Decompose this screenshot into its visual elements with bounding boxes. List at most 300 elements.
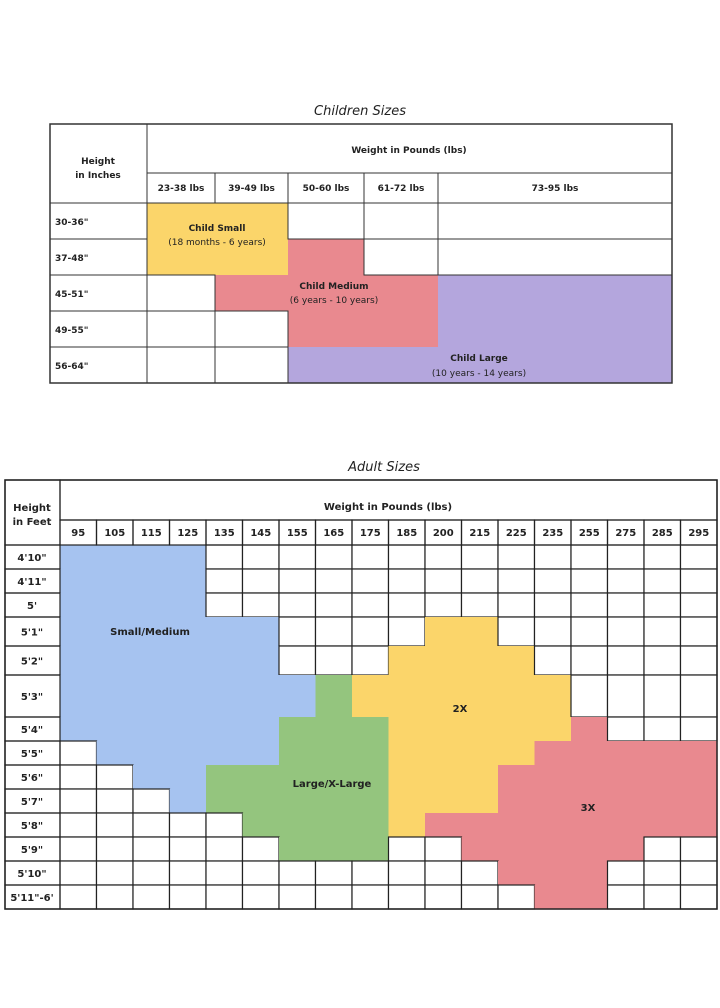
adult-size-label: 3X: [580, 803, 596, 814]
height-row-label: 5'2": [20, 656, 44, 668]
grid-cell: [316, 593, 353, 617]
size-fill-cell: [170, 569, 207, 594]
grid-cell: [425, 569, 462, 593]
size-fill-cell: [535, 789, 572, 814]
grid-cell: [644, 569, 681, 593]
grid-cell: [389, 885, 426, 909]
child-size-label: Child Large: [450, 354, 508, 364]
size-fill-cell: [133, 545, 170, 570]
grid-cell: [389, 593, 426, 617]
grid-cell: [316, 861, 353, 885]
size-fill-cell: [644, 741, 681, 766]
grid-cell: [206, 545, 243, 569]
height-row-label: 30-36": [55, 218, 89, 228]
grid-cell: [425, 593, 462, 617]
adult-sizes-title: Adult Sizes: [348, 460, 420, 475]
grid-cell: [170, 837, 207, 861]
grid-cell: [644, 675, 681, 717]
size-fill-cell: [535, 675, 572, 718]
size-fill-cell: [462, 646, 499, 676]
grid-cell: [60, 741, 97, 765]
grid-cell: [425, 885, 462, 909]
grid-cell: [644, 617, 681, 646]
grid-cell: [462, 861, 499, 885]
size-fill-cell: [60, 717, 97, 742]
size-fill-cell: [243, 813, 280, 838]
size-fill-cell: [425, 789, 462, 814]
grid-cell: [462, 593, 499, 617]
size-fill-cell: [498, 765, 535, 790]
grid-cell: [389, 861, 426, 885]
size-fill-cell: [206, 617, 243, 647]
height-row-label: 5'4": [20, 725, 44, 736]
size-fill-cell: [389, 646, 426, 676]
weight-col-label: 295: [688, 528, 710, 539]
size-fill-cell: [60, 545, 97, 570]
weight-col-label: 145: [250, 528, 272, 539]
grid-cell: [681, 717, 718, 741]
size-fill-cell: [133, 765, 170, 790]
height-row-label: 5'3": [20, 692, 44, 703]
grid-cell: [571, 545, 608, 569]
size-fill-cell: [425, 813, 462, 838]
size-fill-cell: [571, 717, 608, 742]
grid-cell: [608, 885, 645, 909]
weight-col-label: 95: [71, 528, 86, 539]
grid-cell: [644, 885, 681, 909]
weight-col-label: 215: [469, 528, 491, 539]
grid-cell: [681, 885, 718, 909]
height-row-label: 4'11": [17, 577, 47, 588]
grid-cell: [206, 569, 243, 593]
grid-cell: [97, 813, 134, 837]
height-row-label: 37-48": [55, 254, 89, 264]
size-fill-cell: [571, 861, 608, 886]
grid-cell: [352, 617, 389, 646]
size-fill-cell: [498, 813, 535, 838]
weight-col-label: 73-95 lbs: [531, 184, 579, 194]
size-fill-cell: [60, 617, 97, 647]
grid-cell: [462, 569, 499, 593]
size-fill-cell: [535, 837, 572, 862]
grid-cell: [644, 837, 681, 861]
grid-cell: [133, 885, 170, 909]
grid-cell: [352, 569, 389, 593]
weight-col-label: 200: [432, 528, 454, 539]
size-fill-cell: [97, 717, 134, 742]
size-fill-cell: [389, 717, 426, 742]
size-fill-cell: [60, 593, 97, 618]
size-fill-cell: [60, 646, 97, 676]
size-fill-cell: [170, 593, 207, 618]
size-fill-cell: [498, 741, 535, 766]
grid-cell: [133, 789, 170, 813]
height-row-label: 45-51": [55, 290, 89, 300]
children-sizes-title: Children Sizes: [314, 104, 406, 119]
grid-cell: [571, 675, 608, 717]
grid-cell: [535, 569, 572, 593]
grid-cell: [352, 861, 389, 885]
weight-col-label: 105: [104, 528, 126, 539]
grid-cell: [170, 885, 207, 909]
height-header-line1: Height: [13, 503, 51, 514]
size-fill-cell: [535, 813, 572, 838]
grid-cell: [60, 861, 97, 885]
size-fill-cell: [243, 765, 280, 790]
grid-cell: [279, 617, 316, 646]
size-fill-cell: [170, 646, 207, 676]
grid-cell: [206, 813, 243, 837]
size-fill-cell: [389, 741, 426, 766]
grid-cell: [571, 617, 608, 646]
grid-cell: [279, 885, 316, 909]
weight-col-label: 50-60 lbs: [302, 184, 350, 194]
size-fill-cell: [425, 646, 462, 676]
height-row-label: 5'9": [20, 845, 44, 856]
weight-col-label: 175: [359, 528, 381, 539]
size-fill-cell: [608, 813, 645, 838]
size-fill-cell: [462, 813, 499, 838]
weight-col-label: 165: [323, 528, 345, 539]
size-fill-cell: [644, 789, 681, 814]
height-row-label: 5': [26, 601, 38, 612]
size-fill-cell: [243, 646, 280, 676]
grid-cell: [389, 837, 426, 861]
grid-cell: [316, 545, 353, 569]
size-fill-cell: [97, 675, 134, 718]
size-fill-cell: [352, 675, 389, 718]
size-fill-cell: [60, 569, 97, 594]
grid-cell: [243, 861, 280, 885]
size-fill-cell: [170, 675, 207, 718]
size-fill-cell: [608, 837, 645, 862]
weight-col-label: 185: [396, 528, 418, 539]
size-fill-cell: [681, 789, 718, 814]
grid-cell: [498, 545, 535, 569]
grid-cell: [206, 861, 243, 885]
size-fill-cell: [133, 675, 170, 718]
grid-cell: [535, 646, 572, 675]
weight-col-label: 255: [578, 528, 600, 539]
size-fill-cell: [498, 861, 535, 886]
size-fill-cell: [243, 789, 280, 814]
grid-cell: [316, 885, 353, 909]
grid-cell: [644, 646, 681, 675]
child-size-range: (6 years - 10 years): [289, 296, 379, 306]
grid-cell: [206, 885, 243, 909]
size-fill-cell: [535, 861, 572, 886]
adult-size-label: Small/Medium: [110, 627, 190, 638]
weight-col-label: 61-72 lbs: [377, 184, 425, 194]
weight-col-label: 39-49 lbs: [228, 184, 275, 194]
grid-cell: [60, 885, 97, 909]
size-fill-cell: [279, 837, 316, 862]
grid-cell: [97, 837, 134, 861]
grid-cell: [60, 837, 97, 861]
grid-cell: [352, 593, 389, 617]
child-size-label: Child Medium: [299, 282, 369, 292]
grid-cell: [608, 593, 645, 617]
grid-cell: [170, 813, 207, 837]
height-row-label: 5'5": [20, 749, 44, 760]
grid-cell: [535, 593, 572, 617]
grid-cell: [462, 885, 499, 909]
weight-col-label: 225: [505, 528, 527, 539]
grid-cell: [608, 646, 645, 675]
size-fill-cell: [133, 593, 170, 618]
size-fill-cell: [498, 675, 535, 718]
weight-col-label: 155: [286, 528, 308, 539]
height-row-label: 5'11"-6': [10, 893, 54, 904]
grid-cell: [97, 765, 134, 789]
grid-cell: [571, 593, 608, 617]
grid-cell: [60, 789, 97, 813]
size-fill-cell: [97, 593, 134, 618]
size-fill-cell: [644, 813, 681, 838]
size-fill-cell: [425, 741, 462, 766]
grid-cell: [279, 593, 316, 617]
size-fill-cell: [608, 765, 645, 790]
size-fill-cell: [571, 885, 608, 910]
size-fill-cell: [279, 789, 316, 814]
size-fill-cell: [389, 765, 426, 790]
grid-cell: [681, 861, 718, 885]
grid-cell: [133, 813, 170, 837]
grid-cell: [316, 646, 353, 675]
size-fill-cell: [608, 789, 645, 814]
size-fill-cell: [498, 717, 535, 742]
size-fill-cell: [352, 837, 389, 862]
height-header-line1: Height: [81, 157, 115, 167]
size-fill-cell: [206, 741, 243, 766]
grid-cell: [608, 569, 645, 593]
grid-cell: [389, 617, 426, 646]
size-fill-cell: [170, 765, 207, 790]
size-fill-cell: [279, 741, 316, 766]
grid-cell: [644, 545, 681, 569]
size-fill-cell: [279, 813, 316, 838]
size-fill-cell: [389, 813, 426, 838]
grid-cell: [316, 569, 353, 593]
size-fill-cell: [535, 885, 572, 910]
grid-cell: [571, 646, 608, 675]
size-fill-cell: [644, 765, 681, 790]
size-fill-cell: [206, 646, 243, 676]
size-fill-cell: [681, 741, 718, 766]
grid-cell: [243, 545, 280, 569]
size-fill-cell: [316, 837, 353, 862]
grid-cell: [243, 569, 280, 593]
size-fill-cell: [352, 789, 389, 814]
grid-cell: [681, 569, 718, 593]
size-fill-cell: [170, 741, 207, 766]
weight-col-label: 235: [542, 528, 564, 539]
size-fill-cell: [352, 813, 389, 838]
adult-size-label: Large/X-Large: [292, 779, 372, 790]
grid-cell: [681, 545, 718, 569]
weight-col-label: 23-38 lbs: [157, 184, 205, 194]
height-row-label: 5'7": [20, 797, 44, 808]
height-row-label: 5'6": [20, 773, 44, 784]
size-fill-cell: [97, 545, 134, 570]
size-fill-cell: [243, 741, 280, 766]
height-row-label: 5'10": [17, 869, 47, 880]
size-fill-cell: [571, 765, 608, 790]
grid-cell: [243, 593, 280, 617]
grid-cell: [243, 885, 280, 909]
grid-cell: [498, 593, 535, 617]
weight-col-label: 275: [615, 528, 637, 539]
height-row-label: 56-64": [55, 362, 89, 372]
size-fill-cell: [608, 741, 645, 766]
size-fill-cell: [316, 675, 353, 718]
size-fill-cell: [462, 789, 499, 814]
grid-cell: [170, 861, 207, 885]
size-fill-cell: [133, 646, 170, 676]
height-header-line2: in Inches: [75, 171, 121, 181]
size-fill-cell: [425, 717, 462, 742]
size-fill-cell: [97, 646, 134, 676]
grid-cell: [279, 861, 316, 885]
grid-cell: [681, 837, 718, 861]
size-fill-cell: [243, 617, 280, 647]
grid-cell: [316, 617, 353, 646]
size-fill-cell: [462, 765, 499, 790]
size-fill-cell: [498, 646, 535, 676]
size-fill-cell: [133, 741, 170, 766]
weight-header-cell: [60, 480, 717, 520]
size-fill-cell: [352, 741, 389, 766]
size-fill-cell: [279, 717, 316, 742]
size-fill-cell: [316, 741, 353, 766]
grid-cell: [352, 545, 389, 569]
grid-cell: [60, 765, 97, 789]
grid-cell: [133, 837, 170, 861]
size-fill-cell: [97, 741, 134, 766]
size-fill-cell: [97, 569, 134, 594]
grid-cell: [535, 617, 572, 646]
grid-cell: [681, 646, 718, 675]
grid-cell: [644, 861, 681, 885]
grid-cell: [97, 885, 134, 909]
size-fill-cell: [206, 765, 243, 790]
grid-cell: [243, 837, 280, 861]
grid-cell: [206, 837, 243, 861]
weight-header: Weight in Pounds (lbs): [323, 502, 453, 513]
grid-cell: [279, 646, 316, 675]
child-size-range: (10 years - 14 years): [431, 369, 527, 379]
grid-cell: [60, 813, 97, 837]
size-fill-cell: [498, 837, 535, 862]
size-fill-cell: [681, 813, 718, 838]
size-fill-cell: [535, 765, 572, 790]
size-fill-cell: [206, 789, 243, 814]
grid-cell: [425, 837, 462, 861]
grid-cell: [389, 545, 426, 569]
grid-cell: [206, 593, 243, 617]
weight-col-label: 285: [651, 528, 673, 539]
size-fill-cell: [462, 617, 499, 647]
grid-cell: [133, 861, 170, 885]
size-fill-cell: [462, 837, 499, 862]
weight-col-label: 115: [140, 528, 162, 539]
grid-cell: [352, 885, 389, 909]
height-row-label: 5'1": [20, 627, 44, 639]
size-fill-cell: [316, 813, 353, 838]
weight-header: Weight in Pounds (lbs): [351, 146, 467, 156]
size-fill-cell: [425, 765, 462, 790]
grid-cell: [681, 675, 718, 717]
size-fill-cell: [170, 717, 207, 742]
grid-cell: [608, 861, 645, 885]
grid-cell: [608, 545, 645, 569]
size-fill-cell: [243, 675, 280, 718]
size-fill-cell: [571, 837, 608, 862]
grid-cell: [535, 545, 572, 569]
grid-cell: [97, 861, 134, 885]
grid-cell: [498, 569, 535, 593]
grid-cell: [425, 861, 462, 885]
grid-cell: [425, 545, 462, 569]
grid-cell: [279, 545, 316, 569]
grid-cell: [644, 593, 681, 617]
size-fill-cell: [389, 675, 426, 718]
weight-col-label: 135: [213, 528, 235, 539]
child-size-label: Child Small: [188, 224, 246, 234]
size-fill-cell: [571, 741, 608, 766]
size-fill-cell: [571, 813, 608, 838]
grid-cell: [352, 646, 389, 675]
grid-cell: [279, 569, 316, 593]
height-row-label: 49-55": [55, 326, 89, 336]
size-fill-cell: [498, 789, 535, 814]
grid-cell: [608, 617, 645, 646]
grid-cell: [97, 789, 134, 813]
size-fill-cell: [316, 717, 353, 742]
grid-cell: [498, 885, 535, 909]
size-fill-cell: [206, 717, 243, 742]
size-fill-cell: [243, 717, 280, 742]
grid-cell: [389, 569, 426, 593]
size-fill-cell: [389, 789, 426, 814]
grid-cell: [462, 545, 499, 569]
size-fill-cell: [206, 675, 243, 718]
size-fill-cell: [462, 717, 499, 742]
size-fill-cell: [133, 717, 170, 742]
child-size-range: (18 months - 6 years): [168, 238, 266, 248]
height-row-label: 4'10": [17, 553, 47, 564]
size-fill-cell: [535, 741, 572, 766]
size-fill-cell: [170, 545, 207, 570]
grid-cell: [681, 593, 718, 617]
grid-cell: [608, 675, 645, 717]
grid-cell: [608, 717, 645, 741]
size-fill-cell: [170, 789, 207, 814]
weight-col-label: 125: [177, 528, 199, 539]
size-fill-cell: [681, 765, 718, 790]
size-fill-cell: [425, 617, 462, 647]
grid-cell: [681, 617, 718, 646]
grid-cell: [571, 569, 608, 593]
size-fill-cell: [462, 741, 499, 766]
size-fill-cell: [279, 675, 316, 718]
grid-cell: [644, 717, 681, 741]
size-fill-cell: [535, 717, 572, 742]
height-header-line2: in Feet: [12, 517, 52, 528]
height-row-label: 5'8": [20, 821, 44, 832]
size-fill-cell: [133, 569, 170, 594]
adult-size-label: 2X: [452, 704, 468, 715]
